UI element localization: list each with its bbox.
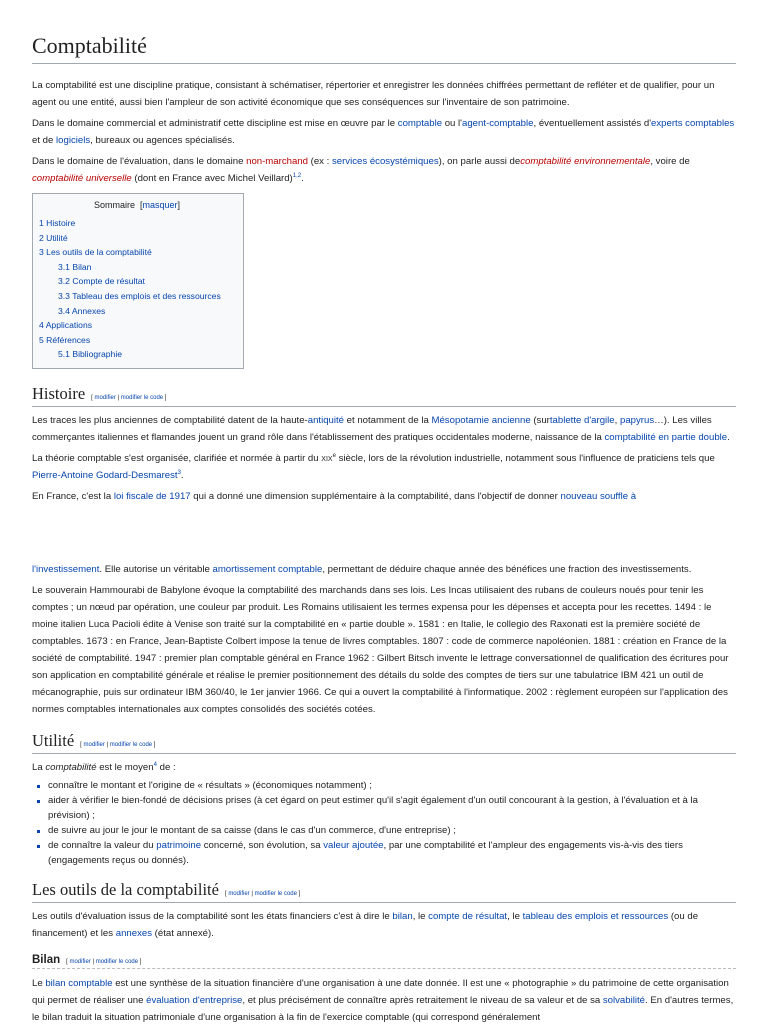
toc-item-bibliographie[interactable]: 5.1 Bibliographie <box>58 349 123 360</box>
intro-paragraph-1: La comptabilité est une discipline pratique, consistant à schématiser, répertorier et enregistrer les données chiffrées permettant de refléter et de qualifier, pour un agent ou une entité, aussi bien l'ampleur de son activité économique que ses conséquences sur l'inventaire de son patrimoine. <box>32 80 715 108</box>
toc-item-histoire[interactable]: 1 Histoire <box>39 218 76 228</box>
toc-wrapper <box>32 193 736 369</box>
link-valeur-ajoutee[interactable]: valeur ajoutée <box>323 839 384 851</box>
section-heading-histoire: Histoire [ modifier | modifier le code ] <box>32 384 736 407</box>
link-logiciels[interactable]: logiciels <box>56 135 91 146</box>
link-bilan[interactable]: bilan <box>392 910 413 922</box>
toc-list <box>39 216 235 362</box>
link-annexes[interactable]: annexes <box>115 927 153 939</box>
intro-paragraph-2: Dans le domaine commercial et administratif cette discipline est mise en œuvre par le comptable ou l'agent-comptable, éventuellement assistés d'experts comptables et de logiciels, bureaux ou agences spécialisés. <box>32 118 735 146</box>
edit-button[interactable]: modifier <box>94 394 116 401</box>
link-agent-comptable[interactable]: agent-comptable <box>462 118 534 129</box>
histoire-paragraph-2: La théorie comptable s'est organisée, clarifiée et normée à partir du xix$^e$ siècle, lors de la révolution industrielle, notamment sous l'influence de praticiens tels que Pierre-Antoine Godard-Desmarest$^3$. <box>32 452 715 481</box>
list-item: de connaître la valeur du patrimoine concerné, son évolution, sa valeur ajoutée, par une comptabilité et l'ampleur des engagements vis-à-vis des tiers (engagements reçus ou donnés). <box>48 838 736 868</box>
list-item: de suivre au jour le jour le montant de sa caisse (dans le cas d'un commerce, d'une entreprise) ; <box>48 823 736 838</box>
link-patrimoine[interactable]: patrimoine <box>156 839 202 851</box>
list-item: aider à vérifier le bien-fondé de décisions prises (à cet égard on peut estimer qu'il s'agit également d'un outil concourant à la gestion, à l'évaluation et à la prévision) ; <box>48 793 736 823</box>
reference-4[interactable]: 4 <box>153 761 157 768</box>
link-comptable[interactable]: comptable <box>397 118 443 129</box>
link-compte-de-resultat[interactable]: compte de résultat <box>428 910 508 922</box>
link-evaluation-entreprise[interactable]: évaluation d'entreprise <box>146 994 243 1006</box>
reference-1-2[interactable]: 1,2 <box>292 172 302 179</box>
link-nouveau-souffle[interactable]: nouveau souffle à <box>560 490 637 502</box>
edit-code-button[interactable]: modifier le code <box>95 958 139 965</box>
toc-title: Sommaire [masquer] <box>93 200 181 210</box>
toc-item-outils[interactable]: 3 Les outils de la comptabilité <box>39 247 152 258</box>
link-bilan-comptable[interactable]: bilan comptable <box>45 977 113 989</box>
link-mesopotamie[interactable]: Mésopotamie ancienne <box>431 414 531 426</box>
link-loi-fiscale-1917[interactable]: loi fiscale de 1917 <box>113 490 191 502</box>
table-of-contents <box>32 193 244 369</box>
link-tableau-emplois[interactable]: tableau des emplois et ressources <box>522 910 669 922</box>
edit-links-bilan: [ modifier | modifier le code ] <box>66 958 142 965</box>
section-heading-outils: Les outils de la comptabilité [ modifier | modifier le code ] <box>32 880 736 903</box>
toc-item-compte-de-resultat[interactable]: 3.2 Compte de résultat <box>58 276 145 287</box>
utilite-list <box>32 778 736 868</box>
outils-paragraph: Les outils d'évaluation issus de la comptabilité sont les états financiers c'est à dire le bilan, le compte de résultat, le tableau des emplois et ressources (ou de financement) et les annexes (état annexé). <box>32 910 699 939</box>
edit-code-button[interactable]: modifier le code <box>109 741 153 748</box>
toc-item-applications[interactable]: 4 Applications <box>39 320 93 331</box>
link-papyrus[interactable]: papyrus <box>620 414 655 426</box>
link-antiquite[interactable]: antiquité <box>307 414 345 426</box>
edit-button[interactable]: modifier <box>83 741 105 748</box>
link-investissement[interactable]: l'investissement <box>32 563 100 575</box>
link-amortissement-comptable[interactable]: amortissement comptable <box>212 563 323 575</box>
toc-item-utilite[interactable]: 2 Utilité <box>39 232 68 243</box>
edit-code-button[interactable]: modifier le code <box>254 890 297 897</box>
edit-links-histoire: [ modifier | modifier le code ] <box>91 394 167 401</box>
edit-links-utilite: [ modifier | modifier le code ] <box>80 741 156 748</box>
utilite-intro: La comptabilité est le moyen$^4$ de : <box>32 761 176 773</box>
toc-item-references[interactable]: 5 Références <box>39 334 91 345</box>
edit-links-outils: [ modifier | modifier le code ] <box>224 890 301 897</box>
toc-toggle-button[interactable]: masquer <box>142 200 178 210</box>
histoire-paragraph-1: Les traces les plus anciennes de comptabilité datent de la haute-antiquité et notamment de la Mésopotamie ancienne (surtablette d'argile, papyrus…). Les villes commerçantes italiennes et flamandes jouent un grand rôle dans l'établissement des pratiques occidentales moderne, naissance de la comptabilité en partie double. <box>32 414 730 443</box>
list-item: connaître le montant et l'origine de « résultats » (économiques notamment) ; <box>48 778 736 793</box>
link-comptabilite-universelle[interactable]: comptabilité universelle <box>32 173 132 184</box>
edit-code-button[interactable]: modifier le code <box>120 394 164 401</box>
link-partie-double[interactable]: comptabilité en partie double <box>604 431 728 443</box>
toc-item-tableau[interactable]: 3.3 Tableau des emplois et des ressources <box>58 290 221 301</box>
link-godard-desmarest[interactable]: Pierre-Antoine Godard-Desmarest <box>32 469 178 481</box>
page-title: Comptabilité <box>32 0 736 64</box>
link-services-ecosystemiques[interactable]: services écosystémiques <box>331 156 439 167</box>
link-non-marchand[interactable]: non-marchand <box>246 156 308 167</box>
toc-item-bilan[interactable]: 3.1 Bilan <box>58 261 92 272</box>
intro-paragraph-3: Dans le domaine de l'évaluation, dans le domaine non-marchand (ex : services écosystémiques), on parle aussi decomptabilité environnementale, voire de comptabilité universelle (dont en France avec Michel Veillard)$^{1,2}$. <box>32 156 690 184</box>
bilan-paragraph: Le bilan comptable est une synthèse de la situation financière d'une organisation à une date donnée. Il est une « photographie » du patrimoine de cette organisation qui permet de réaliser une évaluation d'entreprise, et plus précisément de connaître après retraitement le niveau de sa valeur et de sa solvabilité. En d'autres termes, le bilan traduit la situation patrimoniale d'une organisation à la fin de l'exercice comptable (qui correspond généralement <box>32 977 734 1023</box>
histoire-paragraph-3: En France, c'est la loi fiscale de 1917 qui a donné une dimension supplémentaire à la comptabilité, dans l'objectif de donner nouveau souffle à <box>32 490 637 502</box>
edit-button[interactable]: modifier <box>228 890 250 897</box>
link-comptabilite-environnementale[interactable]: comptabilité environnementale <box>520 156 651 167</box>
section-heading-utilite: Utilité [ modifier | modifier le code ] <box>32 731 736 754</box>
histoire-paragraph-4: l'investissement. Elle autorise un véritable amortissement comptable, permettant de déduire chaque année des bénéfices une fraction des investissements. <box>32 563 692 575</box>
edit-button[interactable]: modifier <box>69 958 91 965</box>
histoire-paragraph-5: Le souverain Hammourabi de Babylone évoque la comptabilité des marchands dans ses lois. Les Incas utilisaient des rubans de couleurs noués pour tenir les comptes ; un nœud par opération, une couleur par produit. Les Romains utilisaient les termes expensa pour les dépenses et accepta pour les recettes. 1494 : le moine italien Luca Pacioli édite à Venise son traité sur la comptabilité en « partie double ». 1581 : en Italie, le collegio des Raxonati est la première société de comptables. 1673 : en France, Jean-Baptiste Colbert impose la tenue de livres comptables. 1807 : code de commerce napoléonien. 1881 : création en France de la société de comptabilité. 1947 : premier plan comptable général en France 1962 : Gilbert Bitsch invente le lettrage conversationnel de qualification des écritures pour son application en comptabilité générale et réalise le premier positionnement des détails du solde des comptes de tiers sur une tabulatrice IBM 421 un outil de mécanographie, puis sur ordinateur IBM 360/40, le 1er janvier 1966. Ce qui a ouvert la comptabilité à l'informatique. 2002 : règlement européen sur l'application des normes comptables internationales aux comptes consolidés des sociétés cotées. <box>32 584 729 715</box>
link-experts-comptables[interactable]: experts comptables <box>651 118 735 129</box>
toc-item-annexes[interactable]: 3.4 Annexes <box>58 305 106 316</box>
reference-3[interactable]: 3 <box>177 469 181 476</box>
link-tablette-argile[interactable]: tablette d'argile <box>549 414 615 426</box>
section-heading-bilan: Bilan [ modifier | modifier le code ] <box>32 954 736 969</box>
link-solvabilite[interactable]: solvabilité <box>602 994 646 1006</box>
